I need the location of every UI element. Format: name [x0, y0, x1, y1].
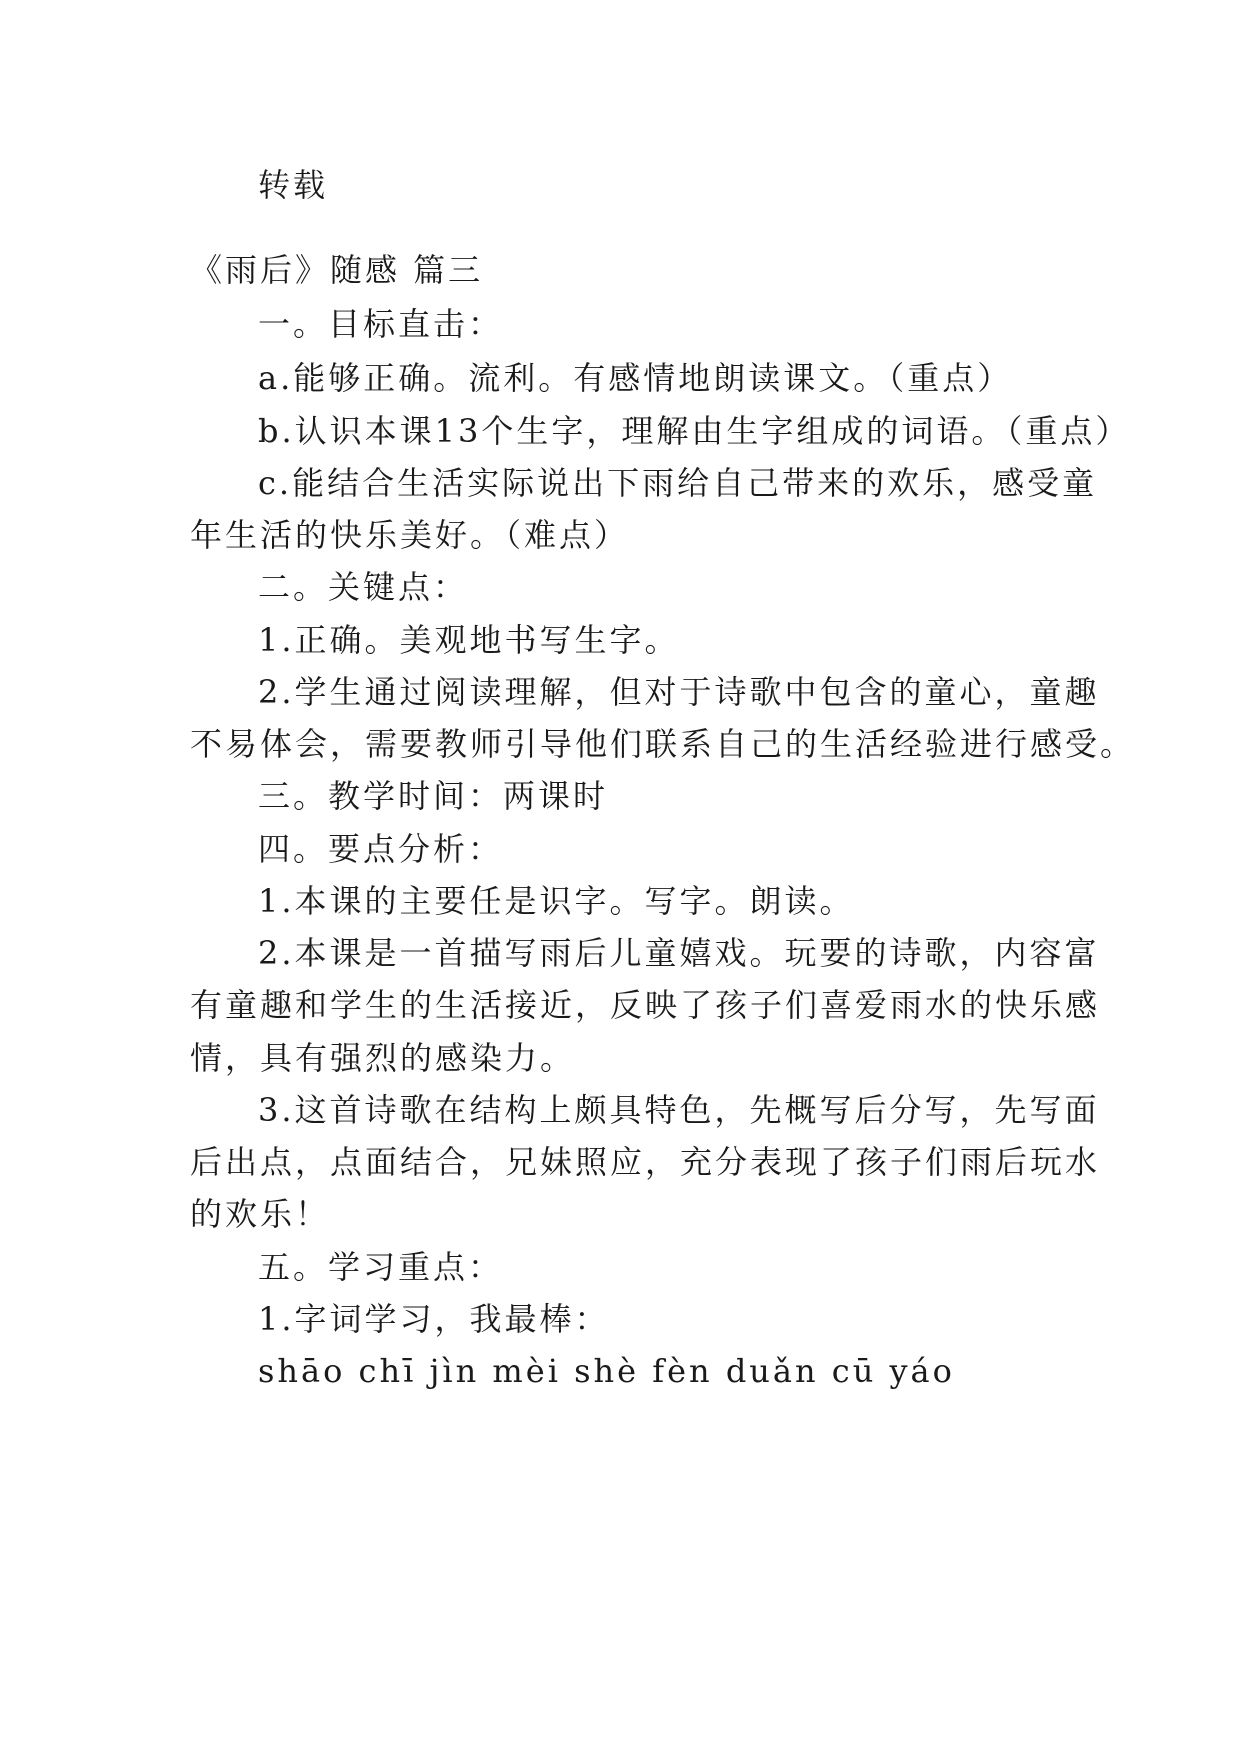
- section-heading-time: 三。教学时间：两课时: [258, 777, 609, 815]
- pinyin-line: shāo chī jìn mèi shè fèn duǎn cū yáo: [258, 1352, 955, 1390]
- section-heading-keypoints: 二。关键点：: [258, 568, 469, 606]
- goal-b: b.认识本课13个生字，理解由生字组成的词语。（重点）: [258, 412, 1131, 450]
- document-title: 《雨后》随感 篇三: [190, 251, 484, 289]
- repost-label: 转载: [258, 166, 329, 204]
- goal-a: a.能够正确。流利。有感情地朗读课文。（重点）: [258, 359, 1013, 397]
- study-1: 1.字词学习，我最棒：: [258, 1300, 610, 1338]
- keypoint-2-line-2: 不易体会，需要教师引导他们联系自己的生活经验进行感受。: [190, 725, 1136, 763]
- section-heading-analysis: 四。要点分析：: [258, 830, 504, 868]
- keypoint-1: 1.正确。美观地书写生字。: [258, 621, 680, 659]
- section-heading-study: 五。学习重点：: [258, 1248, 504, 1286]
- keypoint-2-line-1: 2.学生通过阅读理解，但对于诗歌中包含的童心，童趣: [258, 673, 1100, 711]
- section-heading-goals: 一。目标直击：: [258, 305, 504, 343]
- goal-c-line-1: c.能结合生活实际说出下雨给自己带来的欢乐，感受童: [258, 464, 1098, 502]
- analysis-2-line-1: 2.本课是一首描写雨后儿童嬉戏。玩要的诗歌，内容富: [258, 934, 1100, 972]
- analysis-1: 1.本课的主要任是识字。写字。朗读。: [258, 882, 855, 920]
- analysis-3-line-1: 3.这首诗歌在结构上颇具特色，先概写后分写，先写面: [258, 1091, 1100, 1129]
- analysis-2-line-3: 情，具有强烈的感染力。: [190, 1039, 576, 1077]
- analysis-3-line-3: 的欢乐！: [190, 1195, 331, 1233]
- goal-c-line-2: 年生活的快乐美好。（难点）: [190, 516, 630, 554]
- analysis-2-line-2: 有童趣和学生的生活接近，反映了孩子们喜爱雨水的快乐感: [190, 986, 1101, 1024]
- analysis-3-line-2: 后出点，点面结合，兄妹照应，充分表现了孩子们雨后玩水: [190, 1143, 1101, 1181]
